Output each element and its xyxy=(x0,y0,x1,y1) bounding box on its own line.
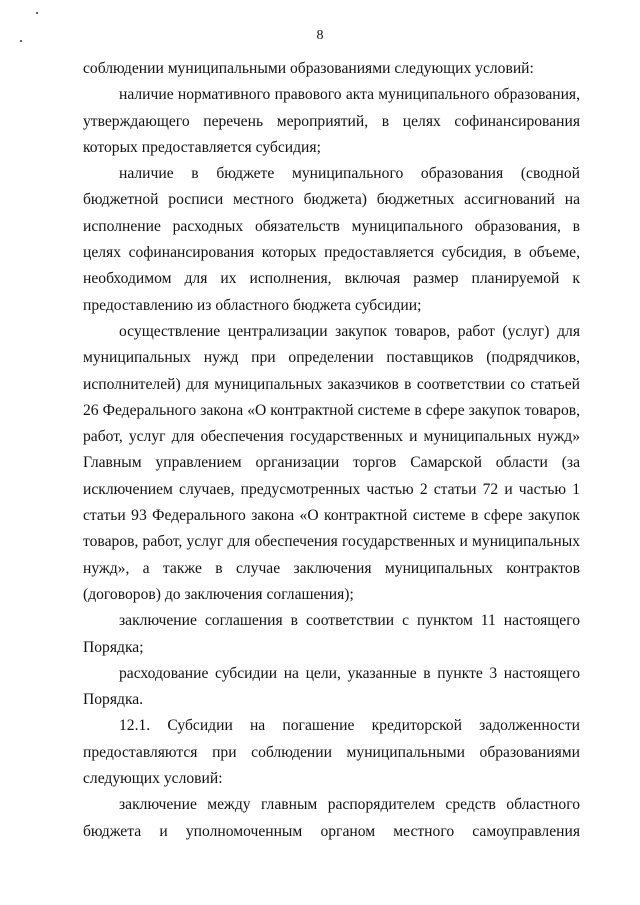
document-body xyxy=(83,56,580,845)
paragraph-budget-allocations: наличие в бюджете муниципального образования (сводной бюджетной росписи местного бюджета) бюджетных ассигнований на исполнение расходных обязательств муниципального образования, в целях софинансирования которых предоставляется субсидия, в объеме, необходимом для их исполнения, включая размер планируемой к предоставлению из областного бюджета субсидии; xyxy=(83,165,580,314)
paragraph-agreement-between: заключение между главным распорядителем средств областного бюджета и уполномоченным органом местного самоуправления xyxy=(83,796,580,840)
paragraph-centralized-procurement: осуществление централизации закупок товаров, работ (услуг) для муниципальных нужд при определении поставщиков (подрядчиков, исполнителей) для муниципальных заказчиков в соответствии со статьей 26 Федерального закона «О контрактной системе в сфере закупок товаров, работ, услуг для обеспечения государственных и муниципальных нужд» Главным управлением организации торгов Самарской области (за исключением случаев, предусмотренных частью 2 статьи 72 и частью 1 статьи 93 Федерального закона «О контрактной системе в сфере закупок товаров, работ, услуг для обеспечения государственных и муниципальных нужд», а также в случае заключения муниципальных контрактов (договоров) до заключения соглашения); xyxy=(83,322,580,603)
paragraph-agreement: заключение соглашения в соответствии с пунктом 11 настоящего Порядка; xyxy=(83,612,580,656)
paragraph-spending: расходование субсидии на цели, указанные в пункте 3 настоящего Порядка. xyxy=(83,664,580,709)
paragraph-normative-act: наличие нормативного правового акта муниципального образования, утверждающего перечень мероприятий, в целях софинансирования которых предоставляется субсидия; xyxy=(83,86,580,156)
scan-speck xyxy=(36,12,38,14)
paragraph-continuation: соблюдении муниципальными образованиями следующих условий: xyxy=(83,60,534,77)
page-number: 8 xyxy=(316,28,324,43)
paragraph-12-1: 12.1. Субсидии на погашение кредиторской задолженности предоставляются при соблюдении муниципальными образованиями следующих условий: xyxy=(83,717,580,788)
